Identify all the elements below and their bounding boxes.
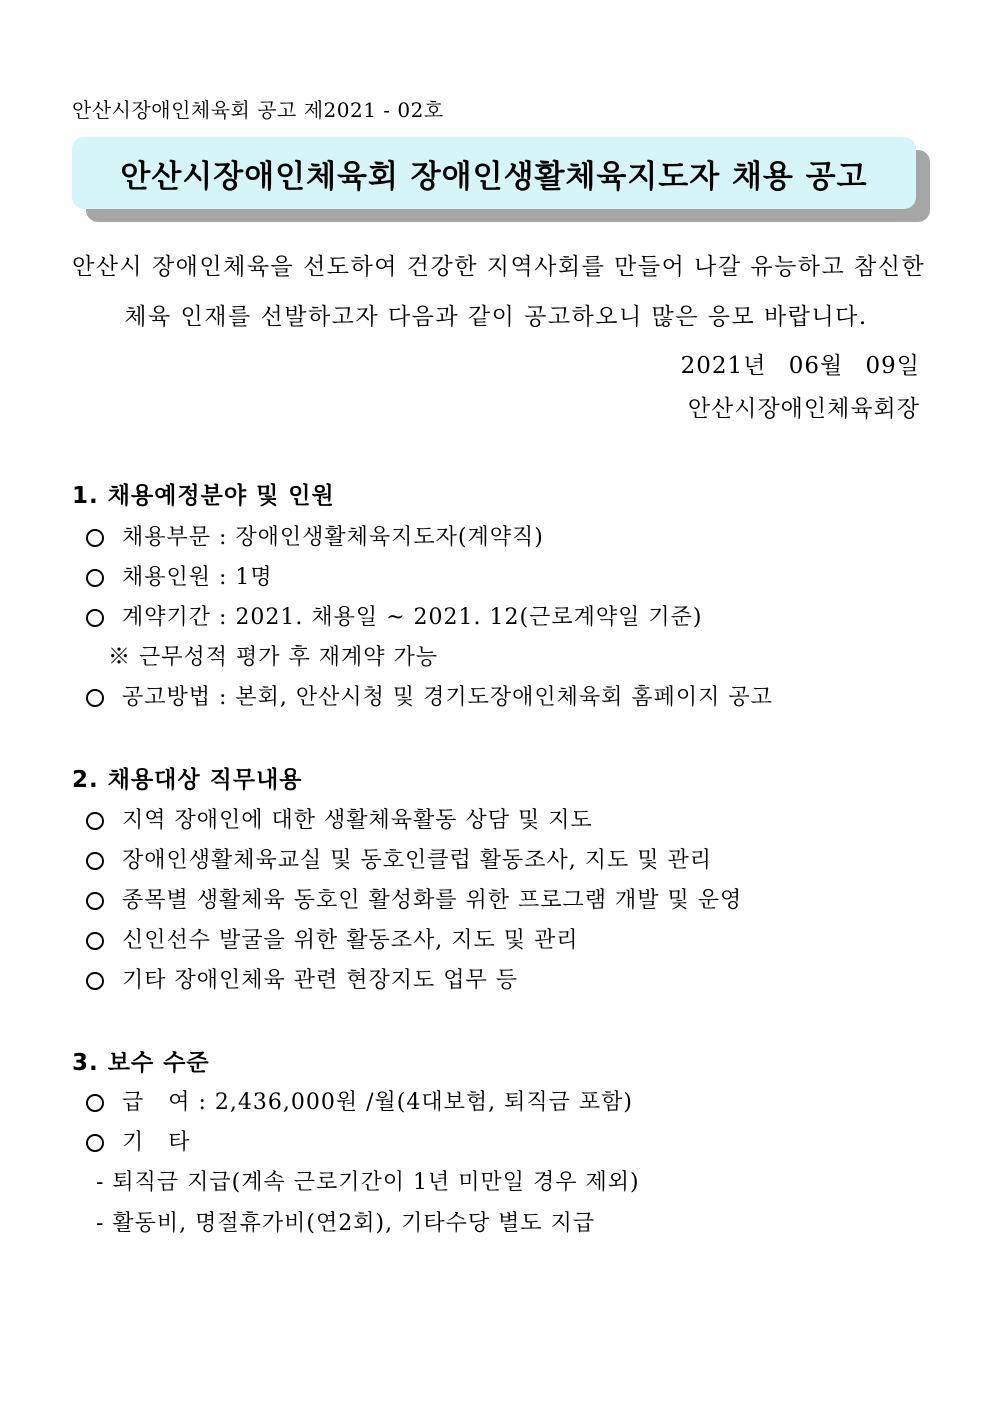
announcement-date: 2021년 06월 09일: [680, 353, 920, 379]
list-item-text: 계약기간 : 2021. 채용일 ~ 2021. 12(근로계약일 기준): [122, 605, 703, 630]
document-title: 안산시장애인체육회 장애인생활체육지도자 채용 공고: [120, 158, 868, 195]
title-box: [72, 137, 916, 209]
list-item: [86, 846, 712, 876]
list-item-text: 채용인원 : 1명: [122, 565, 273, 590]
list-item: [86, 603, 702, 633]
circle-bullet-icon: [86, 569, 104, 587]
list-item-text: 공고방법 : 본회, 안산시청 및 경기도장애인체육회 홈페이지 공고: [122, 685, 773, 710]
circle-bullet-icon: [86, 812, 104, 830]
list-item: [86, 523, 544, 553]
list-item-text: 기 타: [122, 1130, 191, 1155]
list-item: [86, 926, 579, 956]
issuer-name: 안산시장애인체육회장: [687, 396, 920, 422]
list-item: [86, 966, 518, 996]
list-item-text: 기타 장애인체육 관련 현장지도 업무 등: [122, 968, 518, 993]
sub-item: - 퇴직금 지급(계속 근로기간이 1년 미만일 경우 제외): [96, 1170, 640, 1195]
circle-bullet-icon: [86, 529, 104, 547]
circle-bullet-icon: [86, 1094, 104, 1112]
circle-bullet-icon: [86, 972, 104, 990]
circle-bullet-icon: [86, 1134, 104, 1152]
section-heading-2: 2. 채용대상 직무내용: [72, 767, 303, 793]
list-item-text: 신인선수 발굴을 위한 활동조사, 지도 및 관리: [122, 928, 579, 953]
list-item: [86, 1088, 633, 1118]
list-item-text: 지역 장애인에 대한 생활체육활동 상담 및 지도: [122, 808, 593, 833]
list-item-text: 채용부문 : 장애인생활체육지도자(계약직): [122, 525, 544, 550]
section-heading-3: 3. 보수 수준: [72, 1050, 210, 1076]
list-item-text: 종목별 생활체육 동호인 활성화를 위한 프로그램 개발 및 운영: [122, 888, 743, 913]
intro-line-2: 체육 인재를 선발하고자 다음과 같이 공고하오니 많은 응모 바랍니다.: [124, 304, 868, 330]
list-item: [86, 683, 773, 713]
list-item: [86, 563, 273, 593]
contract-note: ※ 근무성적 평가 후 재계약 가능: [108, 645, 438, 670]
circle-bullet-icon: [86, 689, 104, 707]
list-item: [86, 806, 593, 836]
circle-bullet-icon: [86, 892, 104, 910]
circle-bullet-icon: [86, 609, 104, 627]
sub-item: - 활동비, 명절휴가비(연2회), 기타수당 별도 지급: [96, 1211, 596, 1236]
list-item: [86, 886, 742, 916]
list-item-text: 급 여 : 2,436,000원 /월(4대보험, 퇴직금 포함): [122, 1090, 633, 1115]
circle-bullet-icon: [86, 932, 104, 950]
circle-bullet-icon: [86, 852, 104, 870]
list-item-text: 장애인생활체육교실 및 동호인클럽 활동조사, 지도 및 관리: [122, 848, 713, 873]
notice-number: 안산시장애인체육회 공고 제2021 - 02호: [72, 98, 444, 122]
intro-line-1: 안산시 장애인체육을 선도하여 건강한 지역사회를 만들어 나갈 유능하고 참신한: [72, 254, 926, 280]
list-item: [86, 1128, 190, 1158]
section-heading-1: 1. 채용예정분야 및 인원: [72, 483, 335, 509]
